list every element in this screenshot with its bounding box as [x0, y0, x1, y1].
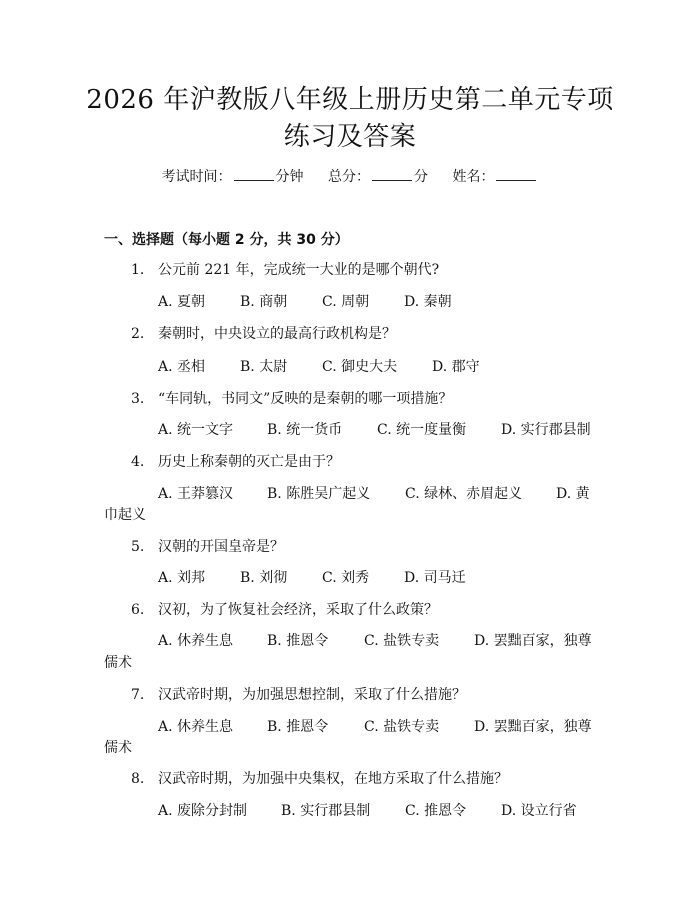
option-b[interactable]: B. 陈胜吴广起义 [267, 486, 371, 502]
exam-meta [0, 166, 700, 188]
option-a[interactable]: A. 休养生息 [158, 633, 234, 649]
option-b[interactable]: B. 商朝 [240, 294, 288, 310]
option-b[interactable]: B. 推恩令 [267, 719, 329, 735]
time-blank [234, 166, 274, 181]
time-label: 考试时间： [161, 169, 232, 185]
option-a[interactable]: A. 王莽篡汉 [158, 486, 234, 502]
option-d[interactable]: D. 郡守 [432, 359, 480, 375]
option-d[interactable]: D. 罢黜百家，独尊 [474, 719, 592, 735]
score-field [328, 169, 432, 185]
name-field [452, 169, 538, 185]
option-b[interactable]: B. 推恩令 [267, 633, 329, 649]
question-text: 汉初，为了恢复社会经济，采取了什么政策？ [158, 602, 438, 618]
question-number: 8. [131, 771, 145, 787]
option-a[interactable]: A. 休养生息 [158, 719, 234, 735]
option-b[interactable]: B. 太尉 [240, 359, 288, 375]
option-a[interactable]: A. 刘邦 [158, 570, 206, 586]
question-6-option-d-wrap: 儒术 [104, 655, 132, 671]
score-label: 总分： [328, 169, 370, 185]
option-c[interactable]: C. 刘秀 [322, 570, 370, 586]
option-c[interactable]: C. 御史大夫 [322, 359, 398, 375]
question-text: 汉朝的开国皇帝是？ [158, 539, 284, 555]
option-a[interactable]: A. 丞相 [158, 359, 206, 375]
question-number: 1. [131, 262, 145, 278]
name-label: 姓名： [452, 169, 495, 185]
question-4-option-d-wrap: 巾起义 [104, 507, 146, 523]
question-number: 7. [131, 687, 145, 703]
option-c[interactable]: C. 绿林、赤眉起义 [405, 486, 523, 502]
option-c[interactable]: C. 周朝 [322, 294, 370, 310]
page-title-line-1: 2026 年沪教版八年级上册历史第二单元专项 [86, 85, 614, 115]
question-number: 3. [131, 391, 145, 407]
question-number: 2. [131, 326, 145, 342]
question-text: 汉武帝时期，为加强中央集权，在地方采取了什么措施？ [158, 771, 508, 787]
option-a[interactable]: A. 夏朝 [158, 294, 206, 310]
time-field [162, 169, 308, 185]
question-number: 6. [131, 602, 145, 618]
option-b[interactable]: B. 实行郡县制 [281, 803, 371, 819]
question-text: 公元前 221 年，完成统一大业的是哪个朝代? [158, 262, 440, 278]
option-d[interactable]: D. 实行郡县制 [501, 422, 591, 438]
option-b[interactable]: B. 刘彻 [240, 570, 288, 586]
option-c[interactable]: C. 盐铁专卖 [364, 719, 440, 735]
option-d[interactable]: D. 设立行省 [501, 803, 577, 819]
question-text: 秦朝时，中央设立的最高行政机构是？ [158, 326, 396, 342]
option-a[interactable]: A. 废除分封制 [158, 803, 248, 819]
question-number: 5. [131, 539, 145, 555]
question-text: 历史上称秦朝的灭亡是由于？ [158, 454, 340, 470]
option-d[interactable]: D. 黄 [556, 486, 590, 502]
page-title-line-2: 练习及答案 [283, 122, 417, 152]
question-number: 4. [131, 454, 145, 470]
option-d[interactable]: D. 秦朝 [404, 294, 452, 310]
option-c[interactable]: C. 盐铁专卖 [364, 633, 440, 649]
score-blank [372, 166, 412, 181]
question-text: “车同轨，书同文”反映的是秦朝的哪一项措施？ [158, 391, 453, 407]
section-title: 一、选择题（每小题 2 分，共 30 分） [104, 232, 349, 248]
question-7-option-d-wrap: 儒术 [104, 740, 132, 756]
time-unit: 分钟 [275, 169, 304, 185]
option-d[interactable]: D. 司马迁 [404, 570, 466, 586]
option-b[interactable]: B. 统一货币 [267, 422, 343, 438]
score-unit: 分 [414, 169, 428, 185]
option-d[interactable]: D. 罢黜百家，独尊 [474, 633, 592, 649]
option-c[interactable]: C. 推恩令 [405, 803, 467, 819]
name-blank [496, 166, 536, 181]
option-c[interactable]: C. 统一度量衡 [377, 422, 467, 438]
question-text: 汉武帝时期，为加强思想控制，采取了什么措施？ [158, 687, 466, 703]
option-a[interactable]: A. 统一文字 [158, 422, 234, 438]
